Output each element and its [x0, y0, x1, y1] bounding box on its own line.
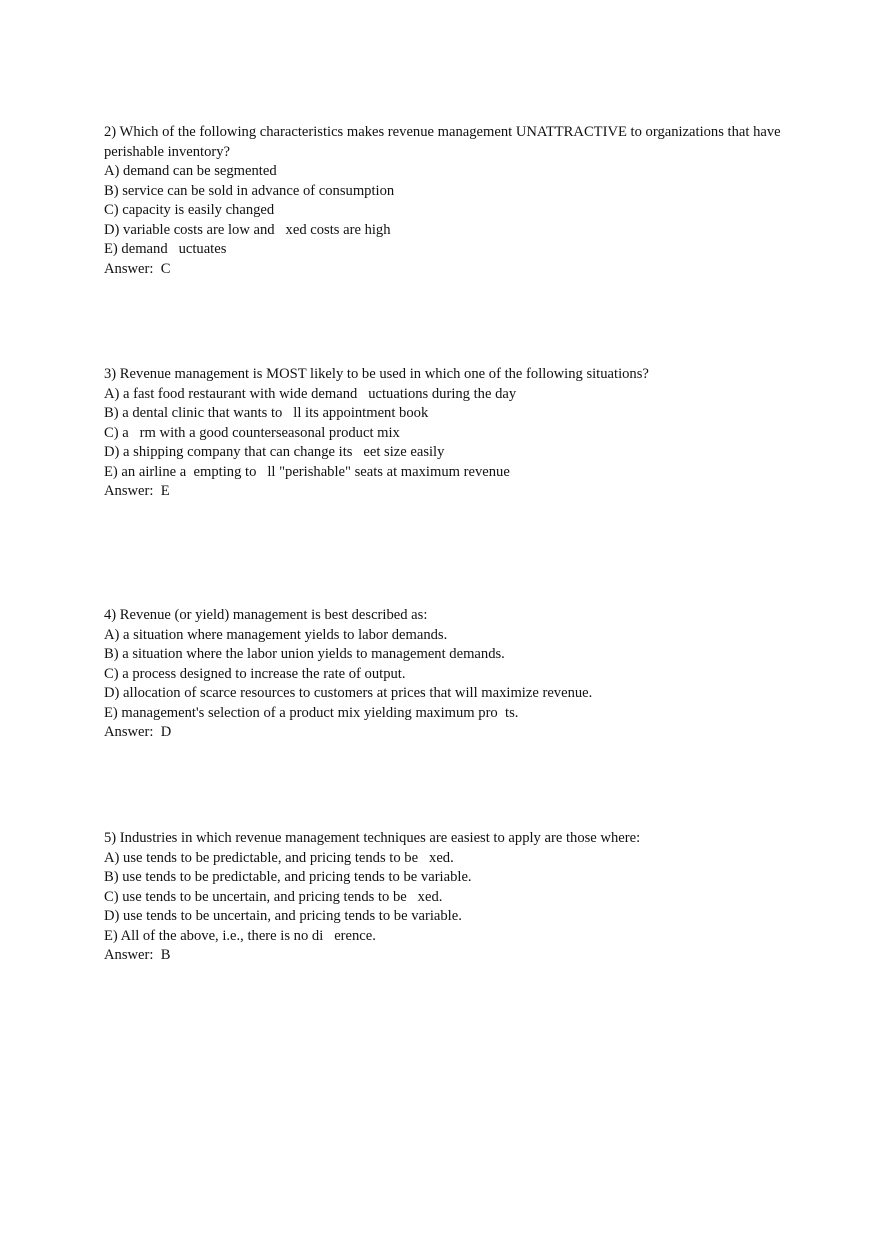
option-b: B) a dental clinic that wants to ll its appointment book	[104, 405, 429, 421]
option-b: B) a situation where the labor union yields to management demands.	[104, 646, 505, 662]
answer-line	[104, 723, 804, 743]
question-text: 2) Which of the following characteristics makes revenue management UNATTRACTIVE to organizations that have perishable inventory?	[104, 124, 785, 160]
answer-label: Answer:	[104, 947, 161, 963]
option-b: B) service can be sold in advance of consumption	[104, 182, 395, 199]
question-5	[104, 829, 804, 966]
option-a: A) use tends to be predictable, and pricing tends to be xed.	[104, 849, 454, 866]
question-4	[104, 606, 804, 743]
answer-label: Answer:	[104, 724, 161, 740]
option-a: A) a fast food restaurant with wide demand uctuations during the day	[104, 385, 517, 402]
option-e: E) All of the above, i.e., there is no di erence.	[104, 927, 376, 944]
question-text: 4) Revenue (or yield) management is best described as:	[104, 607, 428, 623]
option-b: B) use tends to be predictable, and pricing tends to be variable.	[104, 869, 472, 885]
option-d: D) variable costs are low and xed costs are high	[104, 221, 391, 238]
option-d: D) a shipping company that can change its eet size easily	[104, 444, 445, 460]
answer-line	[104, 946, 804, 966]
answer-line	[104, 260, 804, 280]
option-c: C) use tends to be uncertain, and pricing tends to be xed.	[104, 888, 443, 905]
question-text: 3) Revenue management is MOST likely to be used in which one of the following situations?	[104, 366, 649, 382]
question-3	[104, 365, 804, 502]
option-c: C) a process designed to increase the rate of output.	[104, 665, 406, 682]
answer-value: D	[160, 724, 172, 740]
option-d: D) allocation of scarce resources to customers at prices that will maximize revenue.	[104, 685, 593, 701]
answer-line	[104, 482, 804, 502]
answer-value: C	[160, 260, 171, 277]
question-text: 5) Industries in which revenue management techniques are easiest to apply are those where:	[104, 830, 641, 846]
option-a: A) a situation where management yields to labor demands.	[104, 626, 448, 643]
option-e: E) management's selection of a product mix yielding maximum pro ts.	[104, 704, 519, 721]
answer-label: Answer:	[104, 483, 161, 499]
option-e: E) demand uctuates	[104, 241, 227, 257]
answer-value: B	[160, 947, 171, 963]
option-e: E) an airline a empting to ll "perishable" seats at maximum revenue	[104, 463, 510, 480]
option-c: C) capacity is easily changed	[104, 202, 275, 218]
option-a: A) demand can be segmented	[104, 163, 277, 179]
option-d: D) use tends to be uncertain, and pricing tends to be variable.	[104, 908, 462, 924]
answer-value: E	[160, 483, 170, 499]
question-2	[104, 123, 804, 279]
answer-label: Answer:	[104, 260, 161, 277]
option-c: C) a rm with a good counterseasonal product mix	[104, 424, 400, 441]
